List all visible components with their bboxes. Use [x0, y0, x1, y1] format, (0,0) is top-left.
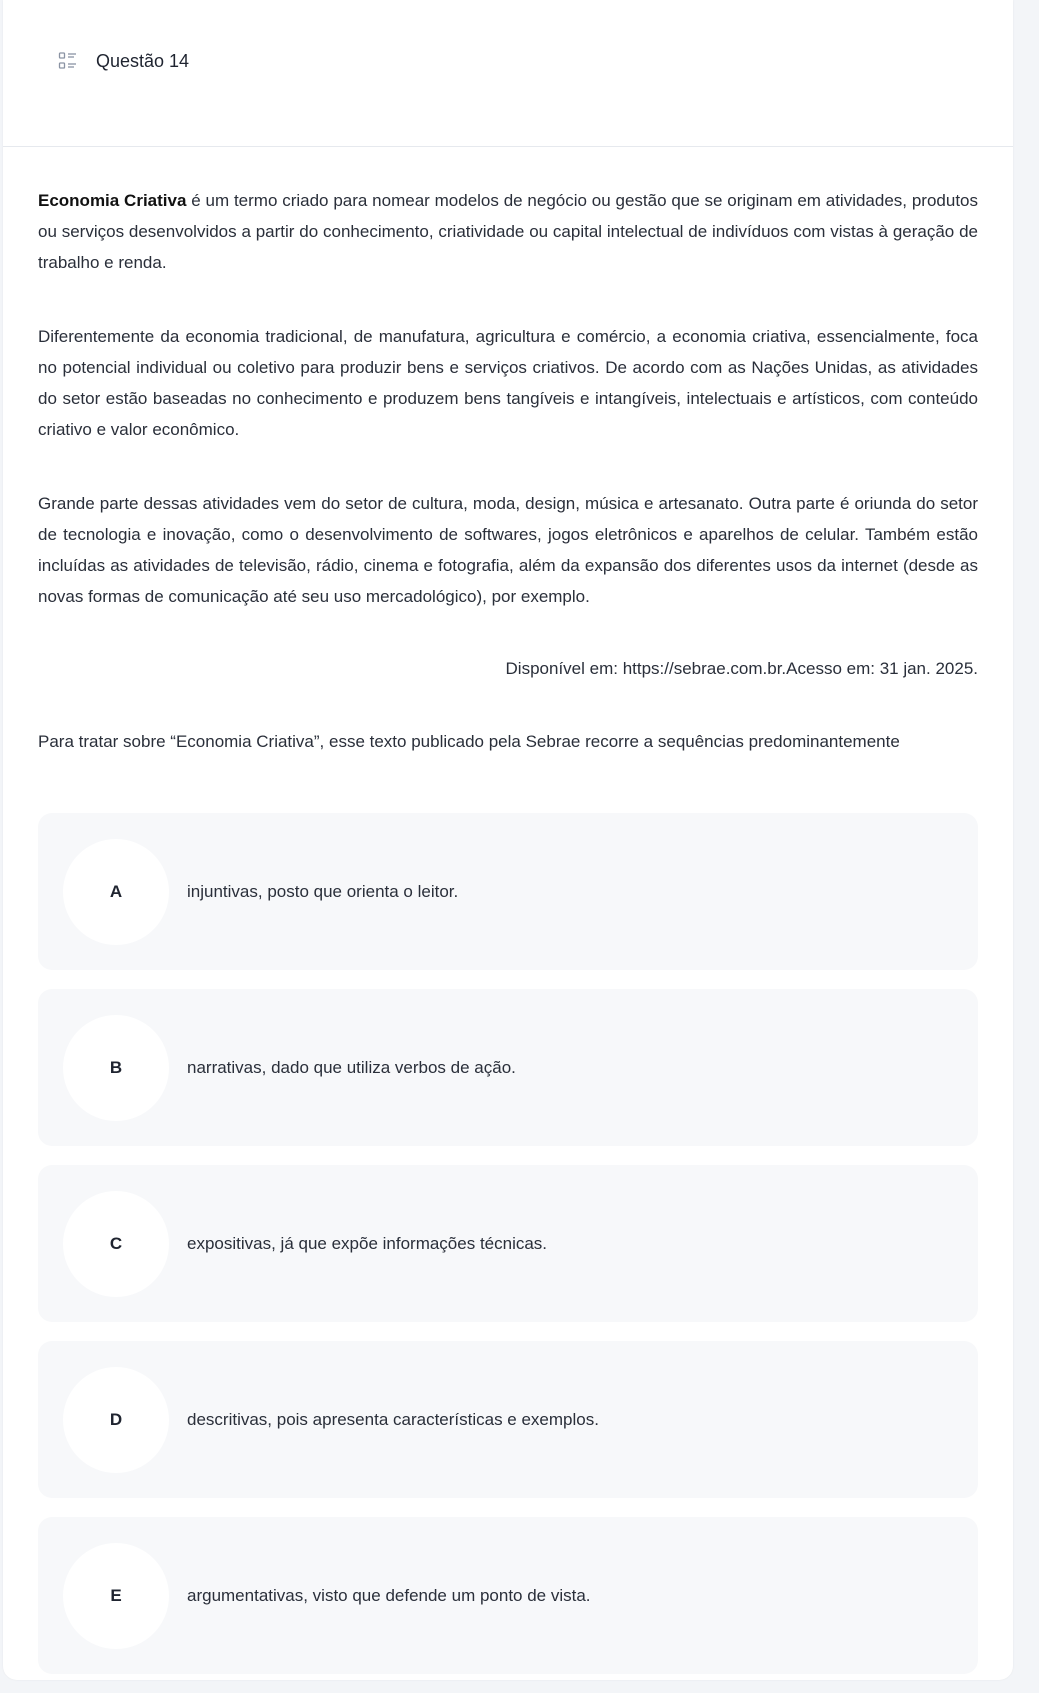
paragraph-3: Grande parte dessas atividades vem do setor de cultura, moda, design, música e artesanato. Outra parte é oriunda do setor de tecnologia e inovação, como o desenvolvimento de softwares, jogos eletrônicos e aparelhos de celular. Também estão incluídas as atividades de televisão, rádio, cinema e fotografia, além da expansão dos diferentes usos da internet (desde as novas formas de comunicação até seu uso mercadológico), por exemplo. — [38, 494, 978, 606]
option-text: argumentativas, visto que defende um ponto de vista. — [187, 1585, 591, 1605]
option-text: expositivas, já que expõe informações técnicas. — [187, 1233, 548, 1253]
option-letter: B — [63, 1015, 169, 1121]
option-letter: E — [63, 1543, 169, 1649]
option-text: narrativas, dado que utiliza verbos de ação. — [187, 1057, 516, 1077]
paragraph-2: Diferentemente da economia tradicional, de manufatura, agricultura e comércio, a economia criativa, essencialmente, foca no potencial individual ou coletivo para produzir bens e serviços criativos. De acordo com as Nações Unidas, as atividades do setor estão baseadas no conhecimento e produzem bens tangíveis e intangíveis, intelectuais e artísticos, com conteúdo criativo e valor econômico. — [38, 327, 978, 439]
source-citation: Disponível em: https://sebrae.com.br.Acesso em: 31 jan. 2025. — [505, 659, 978, 678]
paragraph-1-term: Economia Criativa — [38, 191, 187, 210]
question-header — [3, 0, 1013, 147]
paragraph-1 — [38, 185, 978, 278]
option-text: descritivas, pois apresenta características e exemplos. — [187, 1409, 599, 1429]
option-e[interactable] — [38, 1517, 978, 1674]
question-card — [3, 0, 1013, 1680]
question-title: Questão 14 — [96, 51, 190, 71]
paragraph-1-text: é um termo criado para nomear modelos de negócio ou gestão que se originam em atividades, produtos ou serviços desenvolvidos a partir do conhecimento, criatividade ou capital intelectual de indivíduos com vistas à geração de trabalho e renda. — [38, 191, 978, 272]
option-letter: C — [63, 1191, 169, 1297]
option-b[interactable] — [38, 989, 978, 1146]
option-letter: A — [63, 839, 169, 945]
option-a[interactable] — [38, 813, 978, 970]
option-d[interactable] — [38, 1341, 978, 1498]
answer-options — [38, 813, 978, 1693]
list-icon — [58, 51, 78, 71]
option-c[interactable] — [38, 1165, 978, 1322]
question-prompt: Para tratar sobre “Economia Criativa”, esse texto publicado pela Sebrae recorre a sequências predominantemente — [38, 732, 900, 751]
option-letter: D — [63, 1367, 169, 1473]
question-body — [3, 147, 1013, 1693]
option-text: injuntivas, posto que orienta o leitor. — [187, 881, 459, 901]
